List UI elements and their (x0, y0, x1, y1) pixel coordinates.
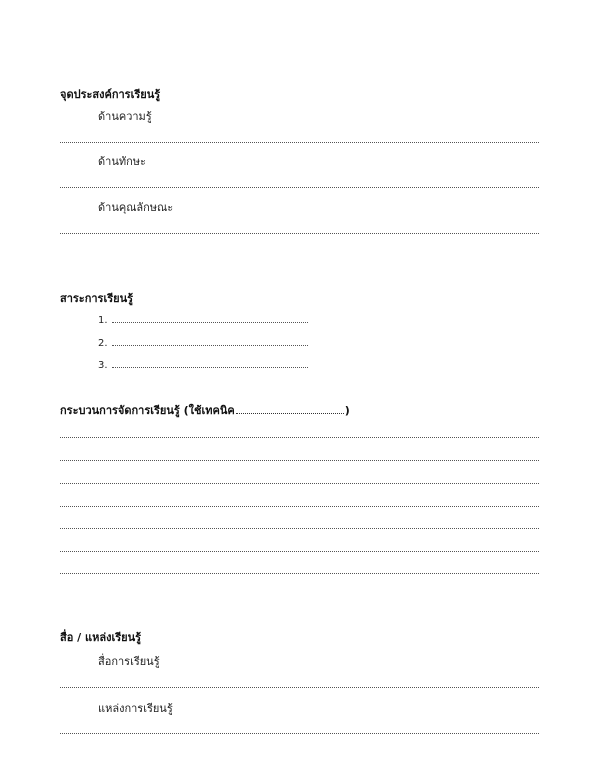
content-item-1-number: 1. (98, 315, 108, 326)
knowledge-fill-line[interactable] (60, 142, 539, 143)
content-item-1[interactable] (98, 315, 308, 327)
content-item-2-number: 2. (98, 338, 108, 349)
process-line-2[interactable] (60, 460, 539, 461)
process-heading-suffix: ) (344, 404, 350, 417)
sources-fill-line[interactable] (60, 733, 539, 734)
content-item-3-dots (112, 367, 308, 368)
media-label: สื่อการเรียนรู้ (98, 655, 160, 668)
media-heading: สื่อ / แหล่งเรียนรู้ (60, 631, 141, 644)
content-item-3-number: 3. (98, 360, 108, 371)
content-item-2[interactable] (98, 338, 308, 350)
content-item-1-dots (112, 322, 308, 323)
process-line-3[interactable] (60, 483, 539, 484)
sources-label: แหล่งการเรียนรู้ (98, 702, 173, 715)
media-fill-line[interactable] (60, 687, 539, 688)
content-item-3[interactable] (98, 360, 308, 372)
process-line-4[interactable] (60, 506, 539, 507)
skills-fill-line[interactable] (60, 187, 539, 188)
objectives-heading: จุดประสงค์การเรียนรู้ (60, 88, 161, 101)
process-heading (60, 404, 350, 418)
attributes-label: ด้านคุณลักษณะ (98, 201, 174, 214)
process-heading-prefix: กระบวนการจัดการเรียนรู้ (ใช้เทคนิค (60, 404, 235, 417)
content-item-2-dots (112, 345, 308, 346)
knowledge-label: ด้านความรู้ (98, 110, 152, 123)
process-line-5[interactable] (60, 528, 539, 529)
technique-blank[interactable] (236, 413, 344, 414)
process-line-1[interactable] (60, 437, 539, 438)
content-heading: สาระการเรียนรู้ (60, 292, 133, 305)
process-line-7[interactable] (60, 573, 539, 574)
process-line-6[interactable] (60, 551, 539, 552)
attributes-fill-line[interactable] (60, 233, 539, 234)
skills-label: ด้านทักษะ (98, 155, 146, 168)
